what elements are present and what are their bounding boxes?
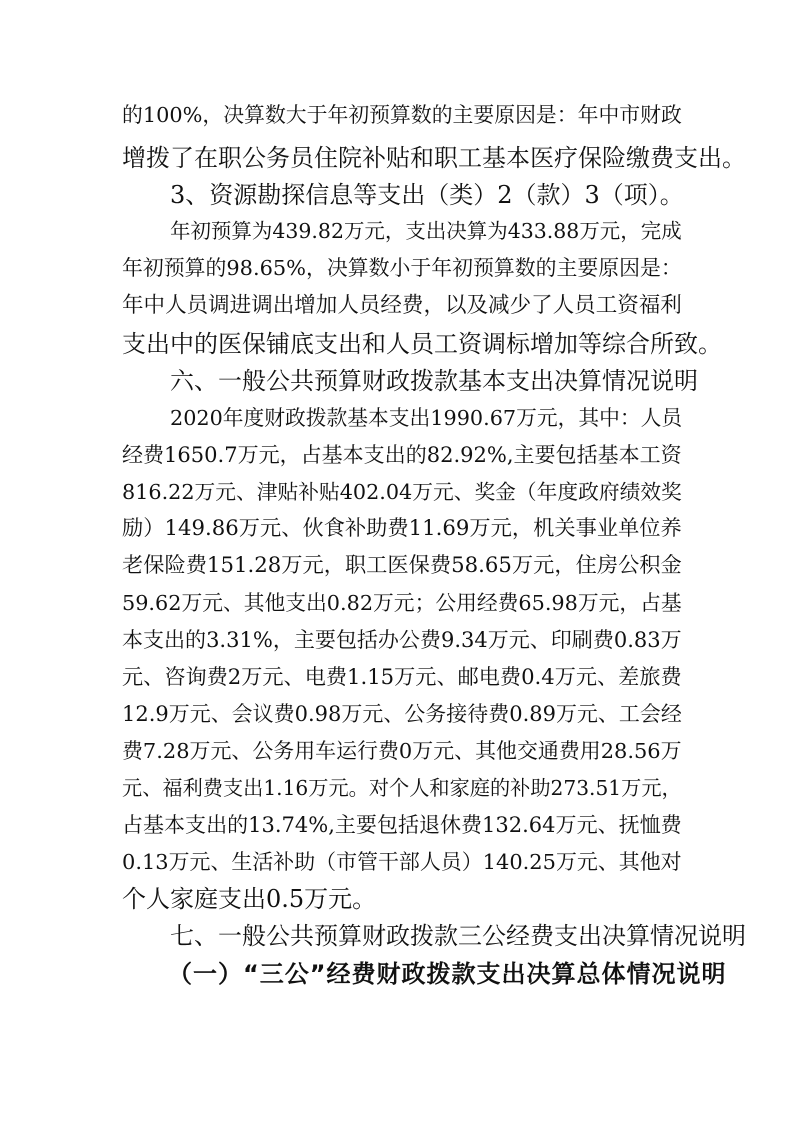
text-line: 本支出的3.31%，主要包括办公费9.34万元、印刷费0.83万 (122, 627, 682, 652)
text-line: 老保险费151.28万元，职工医保费58.65万元，住房公积金 (122, 553, 682, 578)
text-line: 元、咨询费2万元、电费1.15万元、邮电费0.4万元、差旅费 (122, 664, 682, 689)
text-line: 0.13万元、生活补助（市管干部人员）140.25万元、其他对 (122, 850, 682, 874)
text-line: 的100%，决算数大于年初预算数的主要原因是：年中市财政 (122, 103, 682, 127)
text-line: 费7.28万元、公务用车运行费0万元、其他交通费用28.56万 (122, 739, 682, 763)
text-line: 经费1650.7万元，占基本支出的82.92%,主要包括基本工资 (122, 442, 682, 467)
section-heading: 七、一般公共预算财政拨款三公经费支出决算情况说明 (170, 922, 746, 950)
list-item-heading: 3、资源勘探信息等支出（类）2（款）3（项）。 (170, 181, 684, 209)
text-line: 支出中的医保铺底支出和人员工资调标增加等综合所致。 (122, 330, 722, 358)
text-line: 年中人员调进调出增加人员经费，以及减少了人员工资福利 (122, 293, 682, 318)
text-line: 占基本支出的13.74%,主要包括退休费132.64万元、抚恤费 (122, 812, 682, 837)
text-line: 816.22万元、津贴补贴402.04万元、奖金（年度政府绩效奖 (122, 480, 682, 504)
text-line: 元、福利费支出1.16万元。对个人和家庭的补助273.51万元， (122, 776, 682, 800)
text-line: 12.9万元、会议费0.98万元、公务接待费0.89万元、工会经 (122, 702, 682, 726)
text-line: 增拨了在职公务员住院补贴和职工基本医疗保险缴费支出。 (122, 144, 746, 172)
text-line: 2020年度财政拨款基本支出1990.67万元，其中：人员 (170, 406, 683, 430)
subsection-heading: （一）“三公”经费财政拨款支出决算总体情况说明 (168, 960, 727, 988)
text-line: 年初预算的98.65%，决算数小于年初预算数的主要原因是： (122, 256, 682, 280)
text-line: 59.62万元、其他支出0.82万元；公用经费65.98万元，占基 (122, 591, 682, 615)
text-line: 个人家庭支出0.5万元。 (122, 885, 377, 913)
text-line: 年初预算为439.82万元，支出决算为433.88万元，完成 (170, 219, 682, 243)
section-heading: 六、一般公共预算财政拨款基本支出决算情况说明 (170, 367, 698, 395)
text-line: 励）149.86万元、伙食补助费11.69万元，机关事业单位养 (122, 516, 682, 541)
